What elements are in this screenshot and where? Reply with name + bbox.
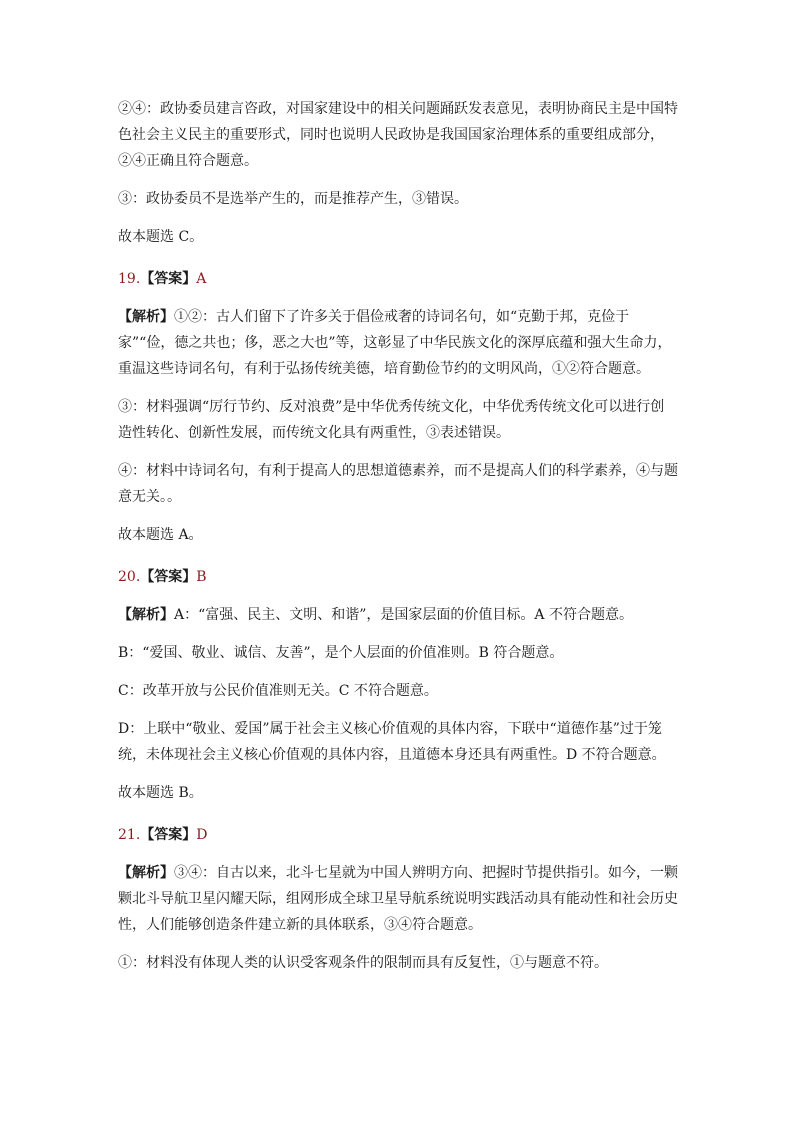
paragraph: 【解析】③④：自古以来，北斗七星就为中国人辨明方向、把握时节提供指引。如今，一颗颗北斗导航卫星闪耀天际，组网形成全球卫星导航系统说明实践活动具有能动性和社会历史性，人们能够创造条件建立新的具体联系，③④符合题意。 [118, 865, 678, 933]
paragraph: ④：材料中诗词名句，有利于提高人的思想道德素养，而不是提高人们的科学素养，④与题意无关。。 [118, 463, 678, 505]
question-header [118, 564, 678, 590]
answer-letter: A [196, 271, 207, 287]
answer-tag: 【答案】 [140, 271, 197, 287]
paragraph: 【解析】①②：古人们留下了许多关于倡俭戒奢的诗词名句，如“克勤于邦，克俭于家”“俭，德之共也；侈，恶之大也”等，这彰显了中华民族文化的深厚底蕴和强大生命力，重温这些诗词名句，有利于弘扬传统美德，培育勤俭节约的文明风尚，①②符合题意。 [118, 309, 672, 377]
answer-letter: B [196, 569, 207, 585]
question-number: 20. [118, 569, 141, 585]
paragraph: ③：政协委员不是选举产生的，而是推荐产生，③错误。 [118, 191, 468, 207]
paragraph: 【解析】A：“富强、民主、文明、和谐”，是国家层面的价值目标。A 不符合题意。 [118, 607, 633, 623]
paragraph: 故本题选 B。 [118, 785, 203, 801]
paragraph: C：改革开放与公民价值准则无关。C 不符合题意。 [118, 683, 438, 699]
paragraph: 故本题选 A。 [118, 527, 203, 543]
question-number: 21. [118, 827, 141, 843]
analysis-label: 【解析】 [118, 309, 174, 325]
question-number: 19. [118, 271, 141, 287]
paragraph: 故本题选 C。 [118, 229, 204, 245]
answer-letter: D [196, 827, 208, 843]
document-page [118, 96, 678, 988]
question-header [118, 822, 678, 848]
question-header [118, 266, 678, 292]
answer-tag: 【答案】 [140, 827, 197, 843]
paragraph: ①：材料没有体现人类的认识受客观条件的限制而具有反复性，①与题意不符。 [118, 955, 608, 971]
paragraph: D：上联中“敬业、爱国”属于社会主义核心价值观的具体内容，下联中“道德作基”过于笼统，未体现社会主义核心价值观的具体内容，且道德本身还具有两重性。D 不符合题意。 [118, 721, 666, 763]
paragraph: ②④：政协委员建言咨政，对国家建设中的相关问题踊跃发表意见，表明协商民主是中国特色社会主义民主的重要形式，同时也说明人民政协是我国国家治理体系的重要组成部分，②④正确且符合题意。 [118, 101, 678, 169]
paragraph: B：“爱国、敬业、诚信、友善”，是个人层面的价值准则。B 符合题意。 [118, 645, 564, 661]
answer-tag: 【答案】 [140, 569, 197, 585]
analysis-label: 【解析】 [118, 607, 174, 623]
analysis-label: 【解析】 [118, 865, 174, 881]
paragraph: ③：材料强调“厉行节约、反对浪费”是中华优秀传统文化，中华优秀传统文化可以进行创造性转化、创新性发展，而传统文化具有两重性，③表述错误。 [118, 399, 665, 441]
